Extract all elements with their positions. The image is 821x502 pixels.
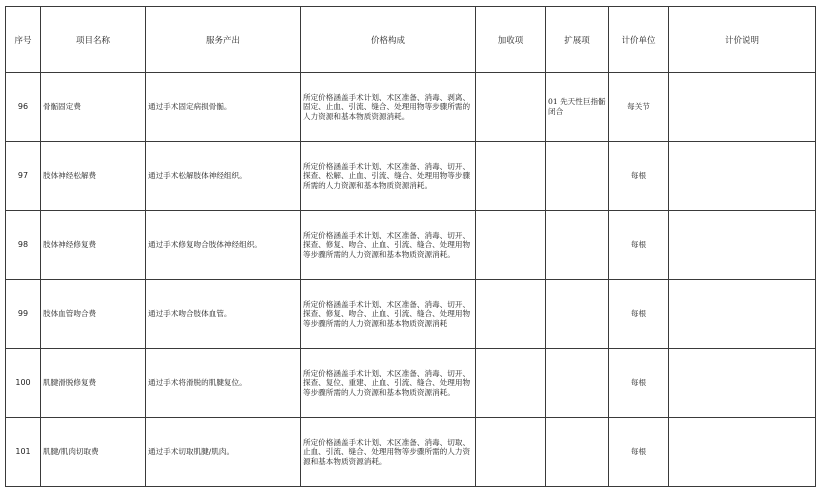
cell-seq: 96 <box>6 73 41 142</box>
cell-item-name: 肢体神经松解费 <box>41 142 146 211</box>
header-extension: 扩展项 <box>546 7 609 73</box>
cell-extension <box>546 349 609 418</box>
cell-item-name: 骨骺固定费 <box>41 73 146 142</box>
cell-item-name: 肢体血管吻合费 <box>41 280 146 349</box>
cell-item-name: 肢体神经修复费 <box>41 211 146 280</box>
cell-unit: 每关节 <box>609 73 669 142</box>
cell-surcharge <box>476 349 546 418</box>
price-table-sheet <box>5 6 815 487</box>
cell-service-output: 通过手术固定病损骨骺。 <box>146 73 301 142</box>
table-row <box>6 211 816 280</box>
cell-seq: 101 <box>6 418 41 487</box>
cell-seq: 99 <box>6 280 41 349</box>
header-seq: 序号 <box>6 7 41 73</box>
cell-extension <box>546 418 609 487</box>
cell-unit: 每根 <box>609 211 669 280</box>
cell-note <box>669 142 816 211</box>
header-unit: 计价单位 <box>609 7 669 73</box>
cell-price-composition: 所定价格涵盖手术计划、术区准备、消毒、切开、探查、修复、吻合、止血、引流、缝合、处理用物等步骤所需的人力资源和基本物质资源消耗 <box>301 280 476 349</box>
cell-note <box>669 211 816 280</box>
cell-surcharge <box>476 280 546 349</box>
cell-extension <box>546 211 609 280</box>
cell-surcharge <box>476 418 546 487</box>
cell-seq: 98 <box>6 211 41 280</box>
cell-service-output: 通过手术修复吻合肢体神经组织。 <box>146 211 301 280</box>
cell-service-output: 通过手术切取肌腱/肌肉。 <box>146 418 301 487</box>
header-item-name: 项目名称 <box>41 7 146 73</box>
cell-seq: 100 <box>6 349 41 418</box>
cell-price-composition: 所定价格涵盖手术计划、术区准备、消毒、切开、探查、修复、吻合、止血、引流、缝合、处理用物等步骤所需的人力资源和基本物质资源消耗。 <box>301 211 476 280</box>
cell-service-output: 通过手术吻合肢体血管。 <box>146 280 301 349</box>
cell-price-composition: 所定价格涵盖手术计划、术区准备、消毒、切取、止血、引流、缝合、处理用物等步骤所需的人力资源和基本物质资源消耗。 <box>301 418 476 487</box>
cell-price-composition: 所定价格涵盖手术计划、术区准备、消毒、切开、探查、复位、重建、止血、引流、缝合、处理用物等步骤所需的人力资源和基本物质资源消耗。 <box>301 349 476 418</box>
table-row <box>6 73 816 142</box>
header-row <box>6 7 816 73</box>
header-service-output: 服务产出 <box>146 7 301 73</box>
cell-price-composition: 所定价格涵盖手术计划、术区准备、消毒、切开、探查、松解、止血、引流、缝合、处理用物等步骤所需的人力资源和基本物质资源消耗。 <box>301 142 476 211</box>
table-row <box>6 418 816 487</box>
table-row <box>6 280 816 349</box>
header-note: 计价说明 <box>669 7 816 73</box>
cell-surcharge <box>476 211 546 280</box>
cell-note <box>669 418 816 487</box>
table-row <box>6 142 816 211</box>
cell-unit: 每根 <box>609 280 669 349</box>
cell-unit: 每根 <box>609 142 669 211</box>
cell-item-name: 肌腱滑脱修复费 <box>41 349 146 418</box>
header-price-composition: 价格构成 <box>301 7 476 73</box>
cell-unit: 每根 <box>609 349 669 418</box>
price-table <box>5 6 816 487</box>
cell-seq: 97 <box>6 142 41 211</box>
cell-note <box>669 73 816 142</box>
cell-unit: 每根 <box>609 418 669 487</box>
cell-extension <box>546 280 609 349</box>
cell-item-name: 肌腱/肌肉切取费 <box>41 418 146 487</box>
cell-extension: 01 先天性巨指骺闭合 <box>546 73 609 142</box>
cell-extension <box>546 142 609 211</box>
header-surcharge: 加收项 <box>476 7 546 73</box>
cell-note <box>669 349 816 418</box>
cell-surcharge <box>476 142 546 211</box>
cell-service-output: 通过手术松解肢体神经组织。 <box>146 142 301 211</box>
cell-price-composition: 所定价格涵盖手术计划、术区准备、消毒、剥离、固定、止血、引流、缝合、处理用物等步骤所需的人力资源和基本物质资源消耗。 <box>301 73 476 142</box>
cell-note <box>669 280 816 349</box>
cell-surcharge <box>476 73 546 142</box>
table-row <box>6 349 816 418</box>
cell-service-output: 通过手术将滑脱的肌腱复位。 <box>146 349 301 418</box>
